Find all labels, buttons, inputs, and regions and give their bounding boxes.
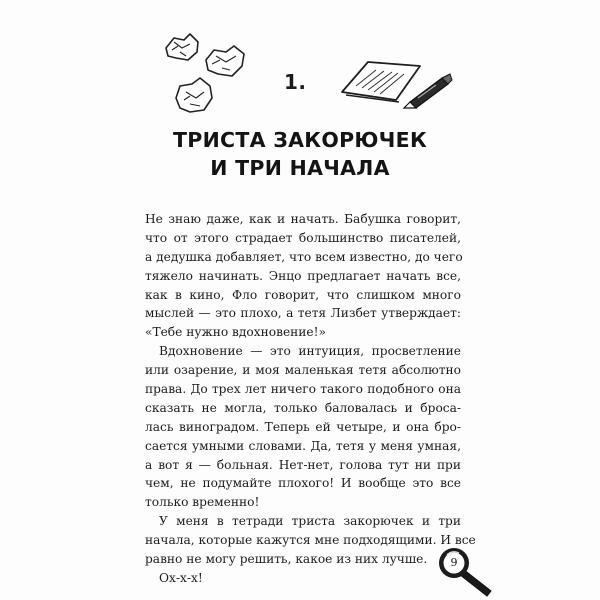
body-text-line: или озарение, и моя маленькая тетя абсолютно: [145, 363, 461, 378]
body-text-line: У меня в тетради триста закорючек и три: [159, 514, 461, 529]
crumpled-paper-icon: [166, 34, 198, 60]
body-text-line: а дедушка добавляет, что всем известно, до чего: [145, 249, 463, 264]
chapter-number: 1.: [284, 70, 307, 94]
body-text-line: права. До трех лет ничего такого подобного она: [145, 382, 461, 397]
chapter-title: [0, 126, 600, 182]
page-number: 9: [450, 556, 458, 569]
crumpled-paper-icon: [176, 78, 212, 112]
body-text-line: Вдохновение — это интуиция, просветление: [159, 344, 461, 359]
body-text-line: как в кино, Фло говорит, что слишком много: [145, 287, 461, 302]
body-text-line: «Тебе нужно вдохновение!»: [145, 325, 326, 340]
body-text-line: а вот я — больная. Нет-нет, голова тут ни при: [145, 457, 461, 472]
body-text-line: только временно!: [145, 495, 260, 510]
chapter-body-text: [145, 210, 476, 588]
body-text-line: что от этого страдает большинство писателей,: [145, 230, 461, 245]
body-text-line: начала, которые кажутся мне подходящими. И все: [145, 533, 476, 548]
chapter-title-line: ТРИСТА ЗАКОРЮЧЕК: [172, 128, 428, 152]
body-text-line: сказать не могла, только баловалась и броса-: [145, 400, 461, 415]
body-text-line: тяжело начинать. Энцо предлагает начать все,: [145, 268, 461, 283]
body-text-line: лась виноградом. Теперь ей четыре, и она бро-: [145, 419, 461, 434]
body-text-line: Ох-х-х!: [159, 570, 203, 585]
crumpled-paper-icon: [206, 46, 244, 76]
body-text-line: равно не могу решить, какое из них лучше.: [145, 552, 428, 567]
notepad-sheet-icon: [342, 62, 420, 102]
body-text-line: сается умными словами. Да, тетя у меня умная,: [145, 438, 461, 453]
chapter-title-line: И ТРИ НАЧАЛА: [210, 156, 390, 180]
chapter-header-illustration: [0, 0, 600, 130]
body-text-line: Не знаю даже, как и начать. Бабушка говорит,: [145, 212, 461, 226]
body-text-line: чем, не подумайте плохого! И вообще это все: [145, 476, 461, 491]
body-text-line: мыслей — это плохо, а тетя Лизбет утверждает:: [145, 306, 461, 321]
